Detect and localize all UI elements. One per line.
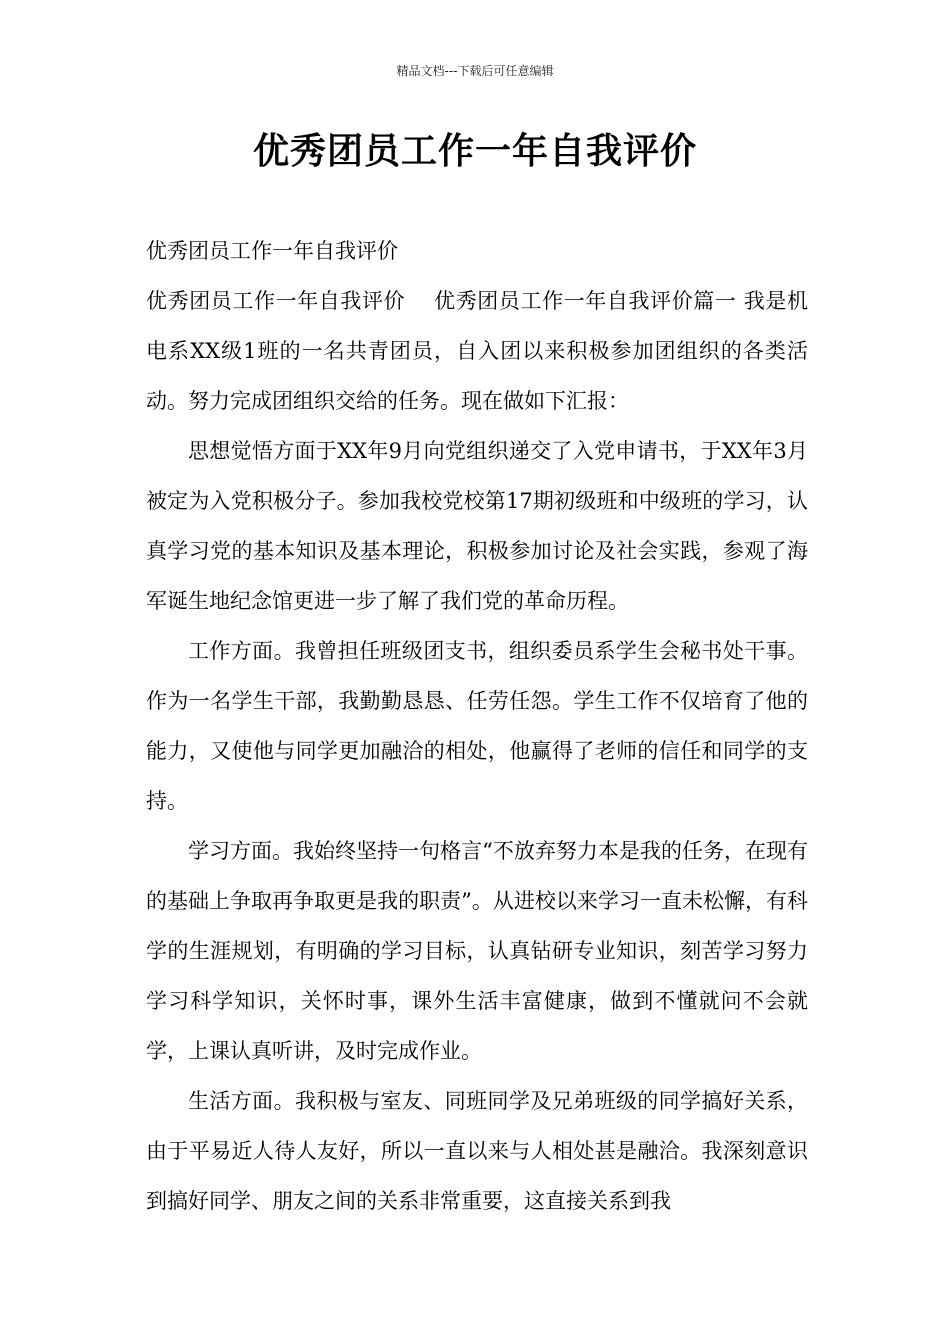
body-paragraph-3: 思想觉悟方面于XX年9月向党组织递交了入党申请书，于XX年3月被定为入党积极分子。参加我校党校第17期初级班和中级班的学习，认真学习党的基本知识及基本理论，积极参加讨论及社会实践，参观了海军诞生地纪念馆更进一步了解了我们党的革命历程。 — [146, 439, 808, 613]
page-header-note: 精品文档---下载后可任意编辑 — [396, 64, 554, 78]
body-paragraph-5: 学习方面。我始终坚持一句格言“不放弃努力本是我的任务，在现有的基础上争取再争取更是我的职责”。从进校以来学习一直未松懈，有科学的生涯规划，有明确的学习目标，认真钻研专业知识，刻苦学习努力学习科学知识，关怀时事，课外生活丰富健康，做到不懂就问不会就学，上课认真听讲，及时完成作业。 — [146, 839, 808, 1063]
document-title: 优秀团员工作一年自我评价 — [252, 131, 697, 172]
body-paragraph-2: 优秀团员工作一年自我评价 优秀团员工作一年自我评价篇一 我是机电系XX级1班的一名共青团员，自入团以来积极参加团组织的各类活动。努力完成团组织交给的任务。现在做如下汇报： — [146, 289, 808, 413]
document-body — [146, 226, 808, 1226]
body-paragraph-4: 工作方面。我曾担任班级团支书，组织委员系学生会秘书处干事。作为一名学生干部，我勤勤恳恳、任劳任怨。学生工作不仅培育了他的能力，又使他与同学更加融洽的相处，他赢得了老师的信任和同学的支持。 — [146, 639, 808, 813]
body-paragraph-1: 优秀团员工作一年自我评价 — [146, 239, 398, 263]
body-paragraph-6: 生活方面。我积极与室友、同班同学及兄弟班级的同学搞好关系，由于平易近人待人友好，所以一直以来与人相处甚是融洽。我深刻意识到搞好同学、朋友之间的关系非常重要，这直接关系到我 — [146, 1089, 808, 1213]
